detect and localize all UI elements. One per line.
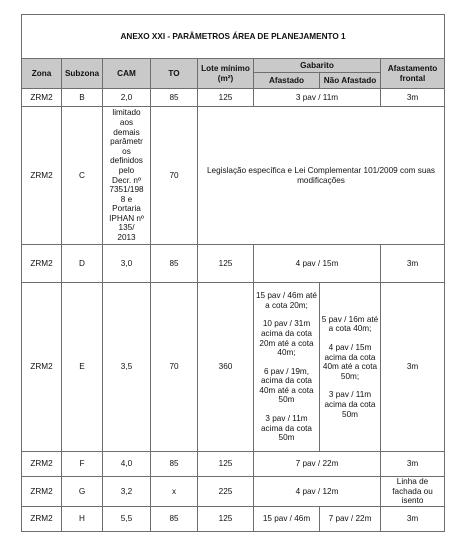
cell-afastamento: 3m bbox=[381, 245, 445, 283]
cell-afastado: 15 pav / 46m bbox=[254, 506, 320, 531]
cell-zona: ZRM2 bbox=[22, 89, 62, 107]
cell-gabarito: 7 pav / 22m bbox=[254, 452, 381, 477]
cell-subzona: G bbox=[62, 477, 103, 507]
cell-lote: 125 bbox=[198, 245, 254, 283]
cell-afastamento: 3m bbox=[381, 283, 445, 452]
cell-gabarito: 4 pav / 15m bbox=[254, 245, 381, 283]
cell-cam: 2,0 bbox=[103, 89, 151, 107]
table-row bbox=[22, 245, 445, 283]
table-row bbox=[22, 506, 445, 531]
afastado-item: 3 pav / 11m acima da cota 50m bbox=[261, 414, 312, 443]
cell-zona: ZRM2 bbox=[22, 477, 62, 507]
cell-subzona: H bbox=[62, 506, 103, 531]
table-title: ANEXO XXI - PARÂMETROS ÁREA DE PLANEJAMENTO 1 bbox=[22, 15, 445, 59]
cell-afastamento: 3m bbox=[381, 506, 445, 531]
parameters-table bbox=[21, 14, 445, 532]
header-subzona: Subzona bbox=[62, 59, 103, 89]
header-nao-afastado: Não Afastado bbox=[320, 73, 381, 89]
header-cam: CAM bbox=[103, 59, 151, 89]
table-row bbox=[22, 283, 445, 452]
header-afastado: Afastado bbox=[254, 73, 320, 89]
cell-to: 85 bbox=[151, 245, 198, 283]
afastado-item: 10 pav / 31m acima da cota 20m até a cota 40m; bbox=[259, 319, 314, 358]
cell-subzona: E bbox=[62, 283, 103, 452]
cell-zona: ZRM2 bbox=[22, 452, 62, 477]
cell-lote: 225 bbox=[198, 477, 254, 507]
nao-afastado-item: 4 pav / 15m acima da cota 40m até a cota 50m; bbox=[322, 343, 378, 381]
cell-cam: 3,0 bbox=[103, 245, 151, 283]
header-gabarito: Gabarito bbox=[254, 59, 381, 73]
cell-subzona: B bbox=[62, 89, 103, 107]
table-row bbox=[22, 477, 445, 507]
cell-cam: limitado aos demais parâmetr os definidos pelo Decr. nº 7351/198 8 e Portaria IPHAN nº 135/ 2013 bbox=[103, 107, 151, 245]
table-row bbox=[22, 452, 445, 477]
cell-afastamento: 3m bbox=[381, 89, 445, 107]
cell-to: 85 bbox=[151, 452, 198, 477]
cell-to: 70 bbox=[151, 283, 198, 452]
cell-subzona: D bbox=[62, 245, 103, 283]
table-row bbox=[22, 89, 445, 107]
header-zona: Zona bbox=[22, 59, 62, 89]
header-lote: Lote mínimo (m²) bbox=[198, 59, 254, 89]
cell-gabarito: 3 pav / 11m bbox=[254, 89, 381, 107]
cell-zona: ZRM2 bbox=[22, 245, 62, 283]
header-to: TO bbox=[151, 59, 198, 89]
cell-subzona: C bbox=[62, 107, 103, 245]
nao-afastado-item: 3 pav / 11m acima da cota 50m bbox=[324, 390, 376, 419]
cell-gabarito: 4 pav / 12m bbox=[254, 477, 381, 507]
cell-nao-afastado-list bbox=[320, 283, 381, 452]
cell-zona: ZRM2 bbox=[22, 283, 62, 452]
afastado-item: 15 pav / 46m até a cota 20m; bbox=[256, 291, 317, 310]
cell-legislacao: Legislação específica e Lei Complementar 101/2009 com suas modificações bbox=[198, 107, 445, 245]
table-row bbox=[22, 107, 445, 245]
cell-to: 85 bbox=[151, 89, 198, 107]
cell-nao-afastado: 7 pav / 22m bbox=[320, 506, 381, 531]
cell-afastamento: 3m bbox=[381, 452, 445, 477]
cell-subzona: F bbox=[62, 452, 103, 477]
header-afastamento: Afastamento frontal bbox=[381, 59, 445, 89]
cell-zona: ZRM2 bbox=[22, 506, 62, 531]
cell-cam: 5,5 bbox=[103, 506, 151, 531]
cell-afastado-list bbox=[254, 283, 320, 452]
cell-cam: 3,2 bbox=[103, 477, 151, 507]
cell-lote: 125 bbox=[198, 89, 254, 107]
cell-to: 70 bbox=[151, 107, 198, 245]
afastado-item: 6 pav / 19m, acima da cota 40m até a cota 50m bbox=[259, 366, 314, 405]
cell-to: 85 bbox=[151, 506, 198, 531]
cell-zona: ZRM2 bbox=[22, 107, 62, 245]
cell-lote: 360 bbox=[198, 283, 254, 452]
nao-afastado-item: 5 pav / 16m até a cota 40m; bbox=[321, 314, 379, 334]
cell-lote: 125 bbox=[198, 506, 254, 531]
cell-afastamento: Linha de fachada ou isento bbox=[381, 477, 445, 507]
cell-lote: 125 bbox=[198, 452, 254, 477]
cell-to: x bbox=[151, 477, 198, 507]
cell-cam: 3,5 bbox=[103, 283, 151, 452]
cell-cam: 4,0 bbox=[103, 452, 151, 477]
